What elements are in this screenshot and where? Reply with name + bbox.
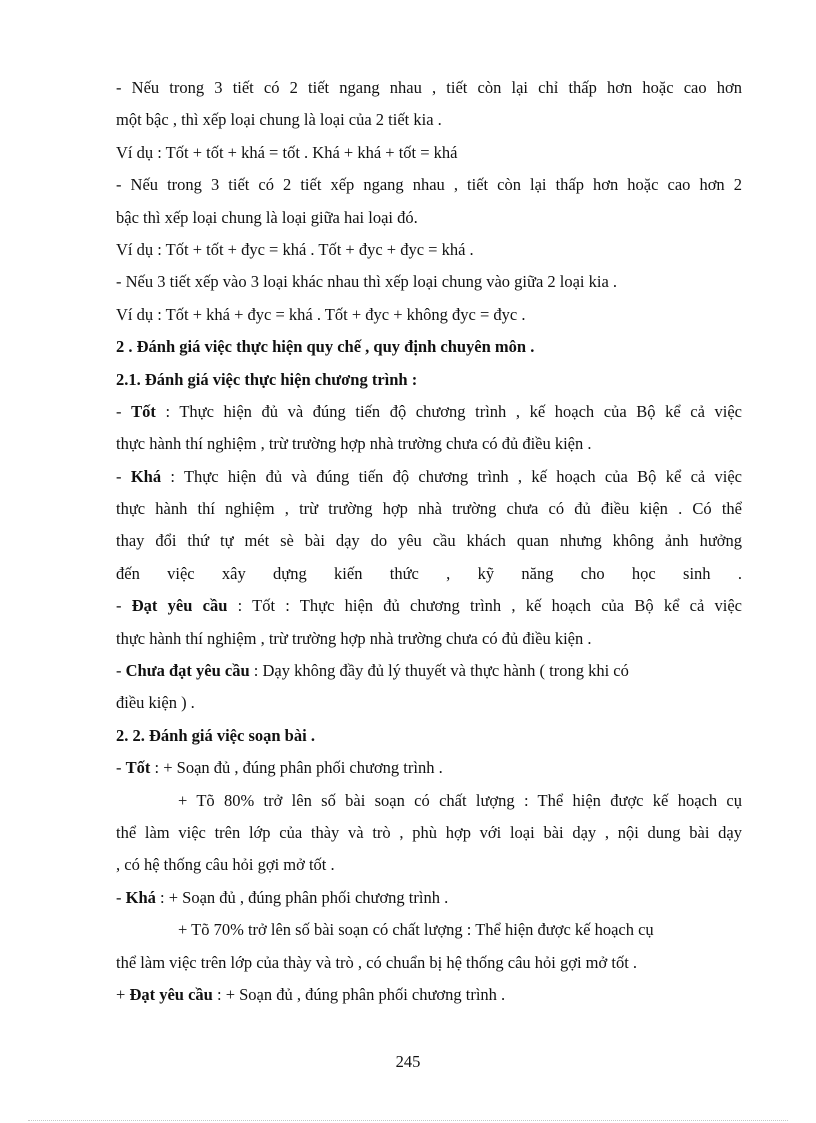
line-text: thể làm việc trên lớp của thày và trò , có chuẩn bị hệ thống câu hỏi gợi mở tốt . [116, 952, 638, 972]
line-prefix: - [116, 596, 132, 616]
text-line [116, 785, 742, 817]
bold-term: Chưa đạt yêu cầu [125, 661, 250, 681]
line-text: : Thực hiện đủ và đúng tiến độ chương trình , kế hoạch của Bộ kể cả việc [155, 401, 742, 421]
line-prefix: - [116, 401, 132, 421]
text-line [116, 396, 742, 428]
line-text: thay đổi thứ tự mét sè bài dạy do yêu cầu khách quan nhưng không ảnh hưởng [116, 531, 742, 551]
text-line [116, 655, 742, 687]
line-text: : Tốt : Thực hiện đủ chương trình , kế hoạch của Bộ kể cả việc [227, 596, 742, 616]
text-line [116, 266, 742, 298]
line-text: - Nếu trong 3 tiết có 2 tiết xếp ngang nhau , tiết còn lại thấp hơn hoặc cao hơn 2 [116, 175, 742, 195]
line-text: bậc thì xếp loại chung là loại giữa hai loại đó. [116, 207, 418, 227]
page-number: 245 [395, 1052, 421, 1071]
text-line [116, 428, 742, 460]
line-text: : Dạy không đầy đủ lý thuyết và thực hành ( trong khi có [249, 661, 629, 681]
text-line [116, 947, 742, 979]
bold-term: Khá [130, 466, 162, 486]
text-line [116, 364, 742, 396]
text-line [116, 525, 742, 557]
text-line [116, 461, 742, 493]
text-line [116, 752, 742, 784]
bold-term: Tốt [125, 758, 151, 778]
bold-term: Đạt yêu cầu [129, 984, 213, 1004]
line-prefix: - [116, 661, 126, 681]
text-line [116, 558, 742, 590]
line-text: Ví dụ : Tốt + khá + đyc = khá . Tốt + đyc + không đyc = đyc . [116, 304, 526, 324]
line-text: một bậc , thì xếp loại chung là loại của 2 tiết kia . [116, 110, 442, 130]
line-prefix: - [116, 887, 126, 907]
line-prefix: - [116, 758, 126, 778]
text-line [116, 72, 742, 104]
line-prefix: - [116, 466, 131, 486]
bold-term: Đạt yêu cầu [131, 596, 228, 616]
line-text: , có hệ thống câu hỏi gợi mở tốt . [116, 855, 335, 875]
text-line [116, 817, 742, 849]
line-text: : + Soạn đủ , đúng phân phối chương trình . [155, 887, 449, 907]
line-text: : Thực hiện đủ và đúng tiến độ chương trình , kế hoạch của Bộ kể cả việc [161, 466, 742, 486]
line-text: thực hành thí nghiệm , trừ trường hợp nhà trường chưa có đủ điều kiện . [116, 628, 592, 648]
footer-divider [28, 1120, 788, 1121]
line-text: Ví dụ : Tốt + tốt + khá = tốt . Khá + khá + tốt = khá [116, 142, 458, 162]
text-line [116, 234, 742, 266]
line-text: điều kiện ) . [116, 693, 195, 713]
line-text: thực hành thí nghiệm , trừ trường hợp nhà trường chưa có đủ điều kiện . [116, 434, 592, 454]
bold-term: 2.1. Đánh giá việc thực hiện chương trình : [116, 369, 418, 389]
line-text: Ví dụ : Tốt + tốt + đyc = khá . Tốt + đyc + đyc = khá . [116, 239, 474, 259]
text-line [116, 979, 742, 1011]
document-body [116, 72, 742, 1011]
text-line [116, 590, 742, 622]
text-line [116, 914, 742, 946]
text-line [116, 299, 742, 331]
bold-term: Khá [125, 887, 156, 907]
line-text: thể làm việc trên lớp của thày và trò , phù hợp với loại bài dạy , nội dung bài dạy [116, 822, 742, 842]
line-text: đến việc xây dựng kiến thức , kỹ năng cho học sinh . [116, 563, 742, 583]
text-line [116, 720, 742, 752]
bold-term: 2 . Đánh giá việc thực hiện quy chế , quy định chuyên môn . [116, 337, 535, 357]
bold-term: Tốt [131, 401, 156, 421]
bold-term: 2. 2. Đánh giá việc soạn bài . [116, 725, 315, 745]
text-line [116, 687, 742, 719]
text-line [116, 882, 742, 914]
text-line [116, 137, 742, 169]
text-line [116, 169, 742, 201]
text-line [116, 202, 742, 234]
line-text: + Tõ 80% trở lên số bài soạn có chất lượng : Thể hiện được kế hoạch cụ [178, 790, 742, 810]
text-line [116, 331, 742, 363]
text-line [116, 493, 742, 525]
line-text: thực hành thí nghiệm , trừ trường hợp nhà trường chưa có đủ điều kiện . Có thể [116, 499, 742, 519]
line-text: - Nếu 3 tiết xếp vào 3 loại khác nhau thì xếp loại chung vào giữa 2 loại kia . [116, 272, 618, 292]
text-line [116, 623, 742, 655]
line-text: + Tõ 70% trở lên số bài soạn có chất lượng : Thể hiện được kế hoạch cụ [178, 920, 654, 940]
line-text: : + Soạn đủ , đúng phân phối chương trình . [212, 984, 506, 1004]
line-text: - Nếu trong 3 tiết có 2 tiết ngang nhau , tiết còn lại chỉ thấp hơn hoặc cao hơn [116, 78, 742, 97]
text-line [116, 849, 742, 881]
text-line [116, 104, 742, 136]
line-prefix: + [116, 984, 130, 1004]
line-text: : + Soạn đủ , đúng phân phối chương trình . [150, 758, 443, 778]
